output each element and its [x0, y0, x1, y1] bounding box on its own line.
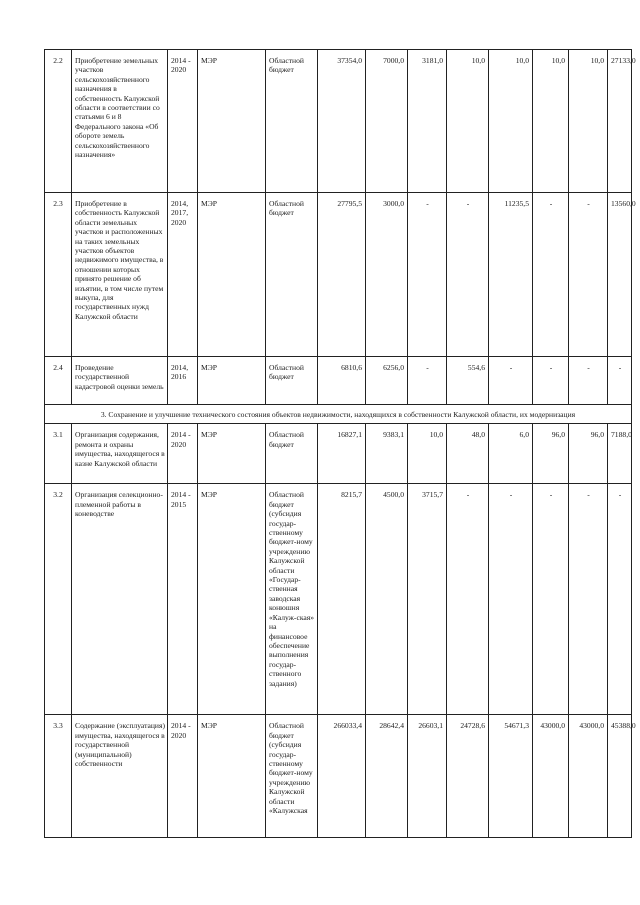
- amount-2017: 6,0: [489, 424, 533, 484]
- amount-2018: -: [533, 357, 569, 405]
- table-row: [45, 424, 632, 484]
- period: 2014 - 2020: [168, 424, 198, 484]
- amount-2014: 3000,0: [366, 193, 408, 357]
- activity-name: Приобретение в собственность Калужской области земельных участков и расположенных на таких земельных участков объектов недвижимого имущества, в отношении которых принято решение об изъятии, в том числе путем выкупа, для государственных нужд Калужской области: [72, 193, 168, 357]
- amount-2019: -: [569, 193, 608, 357]
- activity-name: Содержание (эксплуатация) имущества, находящегося в государственной (муниципальной) собственности: [72, 715, 168, 838]
- amount-2018: 43000,0: [533, 715, 569, 838]
- row-number: 3.3: [45, 715, 72, 838]
- amount-2015: 10,0: [408, 424, 447, 484]
- amount-2015: -: [408, 357, 447, 405]
- executor: МЭР: [198, 715, 266, 838]
- amount-2016: 554,6: [447, 357, 489, 405]
- executor: МЭР: [198, 357, 266, 405]
- amount-2014: 4500,0: [366, 484, 408, 715]
- amount-2019: 43000,0: [569, 715, 608, 838]
- amount-2020: -: [608, 484, 632, 715]
- funding-source: Областной бюджет: [266, 424, 318, 484]
- funding-source: Областной бюджет: [266, 357, 318, 405]
- amount-2015: 26603,1: [408, 715, 447, 838]
- row-number: 2.3: [45, 193, 72, 357]
- total-amount: 37354,0: [318, 50, 366, 193]
- period: 2014, 2017, 2020: [168, 193, 198, 357]
- amount-2017: 11235,5: [489, 193, 533, 357]
- amount-2014: 6256,0: [366, 357, 408, 405]
- amount-2014: 9383,1: [366, 424, 408, 484]
- amount-2019: -: [569, 357, 608, 405]
- funding-source: Областной бюджет: [266, 193, 318, 357]
- amount-2016: 48,0: [447, 424, 489, 484]
- table-row: [45, 193, 632, 357]
- amount-2017: 54671,3: [489, 715, 533, 838]
- amount-2020: -: [608, 357, 632, 405]
- amount-2018: 96,0: [533, 424, 569, 484]
- table-row: [45, 357, 632, 405]
- total-amount: 8215,7: [318, 484, 366, 715]
- amount-2019: 96,0: [569, 424, 608, 484]
- amount-2019: -: [569, 484, 608, 715]
- period: 2014 - 2020: [168, 715, 198, 838]
- table-row: [45, 484, 632, 715]
- amount-2020: 45388,0: [608, 715, 632, 838]
- activity-name: Проведение государственной кадастровой оценки земель: [72, 357, 168, 405]
- amount-2020: 27133,0: [608, 50, 632, 193]
- amount-2015: 3715,7: [408, 484, 447, 715]
- total-amount: 16827,1: [318, 424, 366, 484]
- amount-2016: -: [447, 484, 489, 715]
- period: 2014 - 2015: [168, 484, 198, 715]
- row-number: 2.2: [45, 50, 72, 193]
- amount-2014: 28642,4: [366, 715, 408, 838]
- amount-2020: 7188,0: [608, 424, 632, 484]
- row-number: 3.1: [45, 424, 72, 484]
- section-3-header-row: [45, 405, 632, 424]
- row-number: 3.2: [45, 484, 72, 715]
- activity-name: Приобретение земельных участков сельскохозяйственного назначения в собственность Калужской области в соответствии со статьями 6 и 8 Федерального закона «Об обороте земель сельскохозяйственного назначения»: [72, 50, 168, 193]
- period: 2014 - 2020: [168, 50, 198, 193]
- amount-2016: 10,0: [447, 50, 489, 193]
- funding-source: Областной бюджет: [266, 50, 318, 193]
- table-row: [45, 50, 632, 193]
- amount-2018: -: [533, 193, 569, 357]
- amount-2019: 10,0: [569, 50, 608, 193]
- period: 2014, 2016: [168, 357, 198, 405]
- executor: МЭР: [198, 193, 266, 357]
- amount-2014: 7000,0: [366, 50, 408, 193]
- total-amount: 266033,4: [318, 715, 366, 838]
- amount-2017: -: [489, 484, 533, 715]
- funding-source: Областной бюджет (субсидия государ-ственному бюджет-ному учреждению Калужской области «Калужская: [266, 715, 318, 838]
- amount-2018: -: [533, 484, 569, 715]
- amount-2015: 3181,0: [408, 50, 447, 193]
- amount-2020: 13560,0: [608, 193, 632, 357]
- executor: МЭР: [198, 484, 266, 715]
- table-row: [45, 715, 632, 838]
- total-amount: 27795,5: [318, 193, 366, 357]
- total-amount: 6810,6: [318, 357, 366, 405]
- amount-2016: -: [447, 193, 489, 357]
- program-activities-table: [44, 49, 636, 838]
- row-number: 2.4: [45, 357, 72, 405]
- executor: МЭР: [198, 424, 266, 484]
- amount-2017: -: [489, 357, 533, 405]
- amount-2015: -: [408, 193, 447, 357]
- amount-2018: 10,0: [533, 50, 569, 193]
- activity-name: Организация селекционно-племенной работы в коневодстве: [72, 484, 168, 715]
- activity-name: Организация содержания, ремонта и охраны имущества, находящегося в казне Калужской области: [72, 424, 168, 484]
- funding-source: Областной бюджет (субсидия государ-ственному бюджет-ному учреждению Калужской области «Государ-ственная заводская конюшня «Калуж-ская» на финансовое обеспечение выполнения государ-ственного задания): [266, 484, 318, 715]
- amount-2017: 10,0: [489, 50, 533, 193]
- amount-2016: 24728,6: [447, 715, 489, 838]
- executor: МЭР: [198, 50, 266, 193]
- section-3-title: 3. Сохранение и улучшение технического состояния объектов недвижимости, находящихся в собственности Калужской области, их модернизация: [45, 405, 632, 424]
- document-page: [44, 49, 636, 838]
